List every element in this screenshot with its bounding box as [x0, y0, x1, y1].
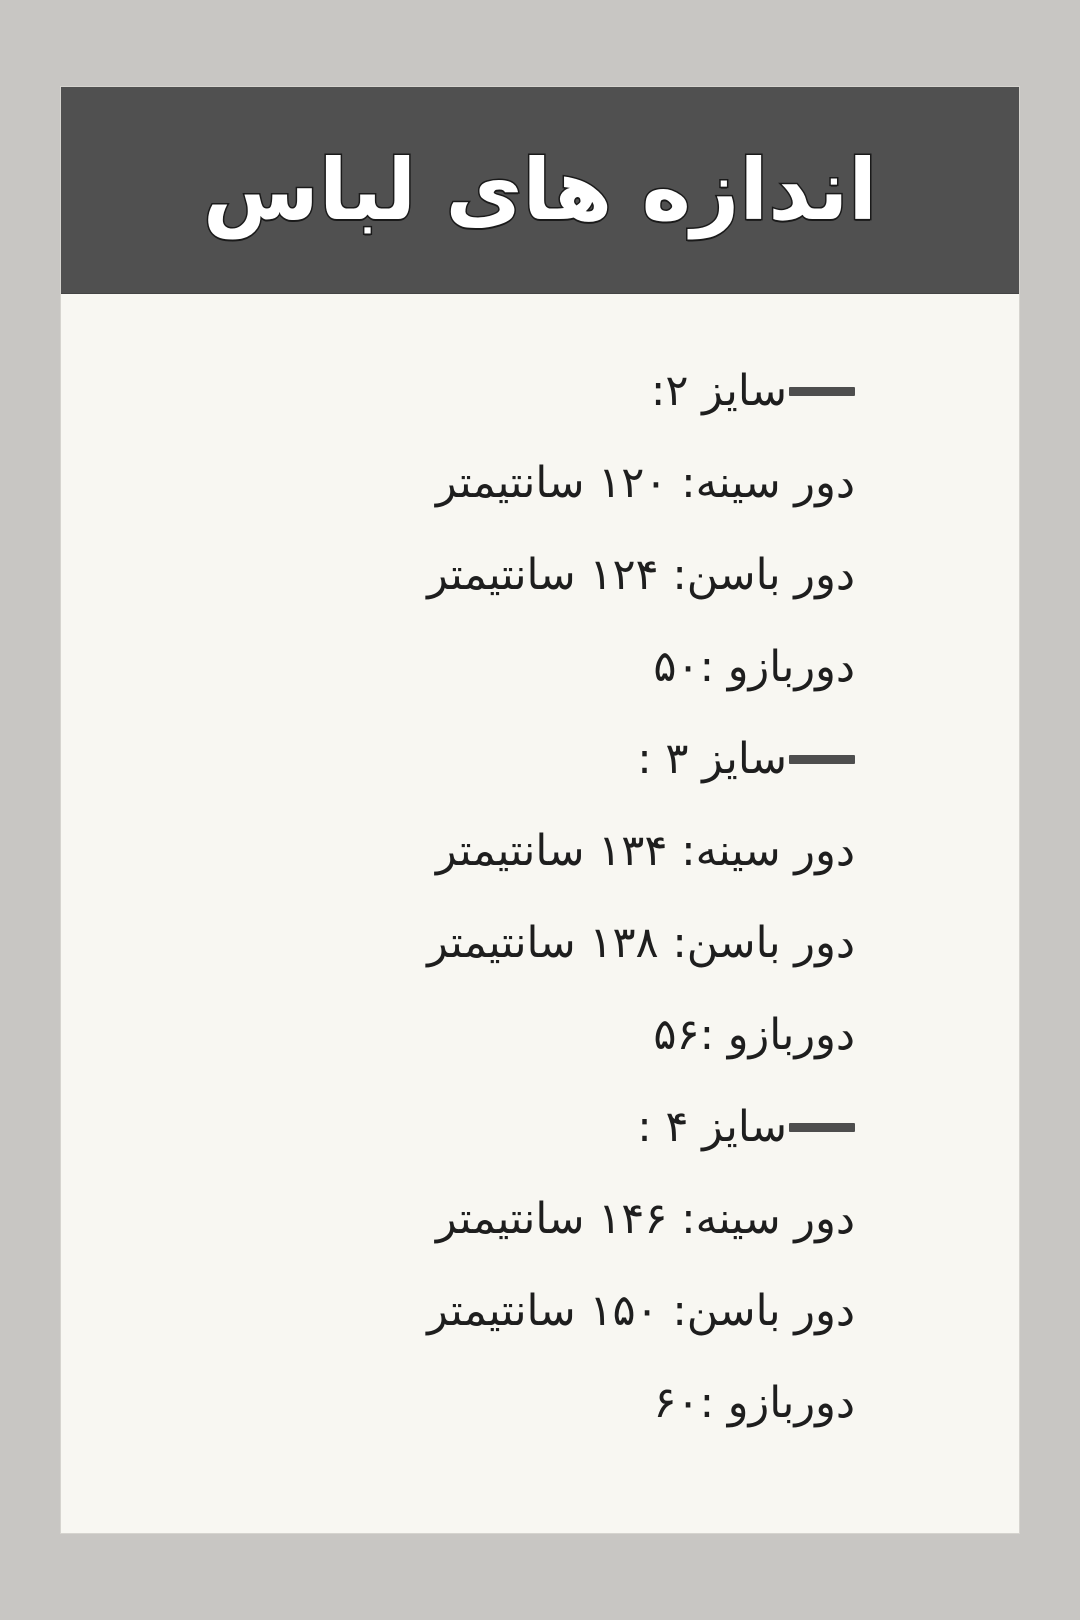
size-2-heading — [61, 345, 855, 437]
size-2-label: سایز ۲: — [650, 366, 787, 416]
size-4-label: سایز ۴ : — [637, 1102, 787, 1152]
size-2-chest: دور سینه: ۱۲۰ سانتیمتر — [435, 458, 855, 508]
size-3-heading — [61, 713, 855, 805]
size-3-chest: دور سینه: ۱۳۴ سانتیمتر — [435, 826, 855, 876]
size-2-hip: دور باسن: ۱۲۴ سانتیمتر — [427, 550, 855, 600]
size-3-label: سایز ۳ : — [637, 734, 787, 784]
size-3-arm: دوربازو :۵۶ — [653, 1010, 855, 1060]
size-4-arm: دوربازو :۶۰ — [653, 1378, 855, 1428]
dash-icon — [789, 755, 855, 764]
size-chart-card — [60, 86, 1020, 1534]
size-4-chest: دور سینه: ۱۴۶ سانتیمتر — [435, 1194, 855, 1244]
size-4-hip: دور باسن: ۱۵۰ سانتیمتر — [427, 1286, 855, 1336]
size-3-hip: دور باسن: ۱۳۸ سانتیمتر — [427, 918, 855, 968]
dash-icon — [789, 387, 855, 396]
dash-icon — [789, 1123, 855, 1132]
page-title: اندازه های لباس — [202, 141, 878, 239]
size-4-heading — [61, 1081, 855, 1173]
size-2-arm: دوربازو :۵۰ — [653, 642, 855, 692]
size-list — [61, 293, 855, 1449]
title-banner — [61, 87, 1019, 294]
